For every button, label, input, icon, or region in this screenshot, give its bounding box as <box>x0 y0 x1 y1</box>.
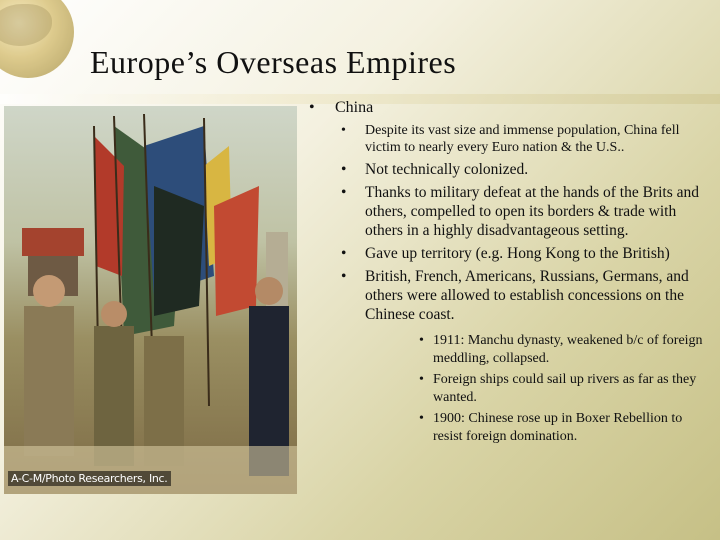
sub-bullet-text: British, French, Americans, Russians, Germans, and others were allowed to establish concessions on the Chinese coast. <box>365 268 689 323</box>
sub-sub-bullet: • 1900: Chinese rose up in Boxer Rebellion to resist foreign domination. <box>419 411 683 444</box>
sub-bullet: • Not technically colonized. <box>341 161 529 178</box>
soldier-center <box>94 326 134 466</box>
sub-sub-bullet: • 1911: Manchu dynasty, weakened b/c of foreign meddling, collapsed. <box>419 333 703 366</box>
photo-illustration <box>4 106 297 494</box>
sub-bullet-text: Despite its vast size and immense population, China fell victim to nearly every Euro nation & the U.S.. <box>365 123 680 155</box>
sub-sub-bullet: • Foreign ships could sail up rivers as far as they wanted. <box>419 372 697 405</box>
sub-bullet-text: Gave up territory (e.g. Hong Kong to the British) <box>365 245 670 262</box>
flag-orange <box>214 186 259 316</box>
sub-bullet: • Thanks to military defeat at the hands of the Brits and others, compelled to open its borders & trade with others in a highly disadvantageous setting. <box>341 184 700 239</box>
sub-bullet: • Despite its vast size and immense population, China fell victim to nearly every Euro nation & the U.S.. <box>341 123 680 155</box>
sub-sub-bullet-text: 1900: Chinese rose up in Boxer Rebellion to resist foreign domination. <box>433 411 683 444</box>
sub-sub-bullet-text: Foreign ships could sail up rivers as far as they wanted. <box>433 372 697 405</box>
bullet-list <box>305 98 715 445</box>
bullet-china <box>305 98 715 118</box>
photo-credit: A-C-M/Photo Researchers, Inc. <box>8 471 171 486</box>
sub-bullet-text: Thanks to military defeat at the hands of the Brits and others, compelled to open its borders & trade with others in a highly disadvantageous setting. <box>365 184 700 239</box>
sub-bullet: • British, French, Americans, Russians, Germans, and others were allowed to establish concessions on the Chinese coast. <box>341 268 689 323</box>
bullet-dot: • <box>309 99 315 116</box>
slide-content <box>305 98 715 445</box>
sub-bullet-text: Not technically colonized. <box>365 161 529 178</box>
flag-dark <box>154 186 204 316</box>
sub-bullet: • Gave up territory (e.g. Hong Kong to the British) <box>341 245 670 262</box>
historical-photo <box>4 106 297 494</box>
soldier-left <box>24 306 74 456</box>
sub-sub-bullet-text: 1911: Manchu dynasty, weakened b/c of foreign meddling, collapsed. <box>433 333 703 366</box>
bullet-text: China <box>335 99 374 116</box>
slide-title: Europe’s Overseas Empires <box>90 44 457 80</box>
pagoda-roof <box>22 228 84 256</box>
globe-decoration <box>0 0 74 78</box>
